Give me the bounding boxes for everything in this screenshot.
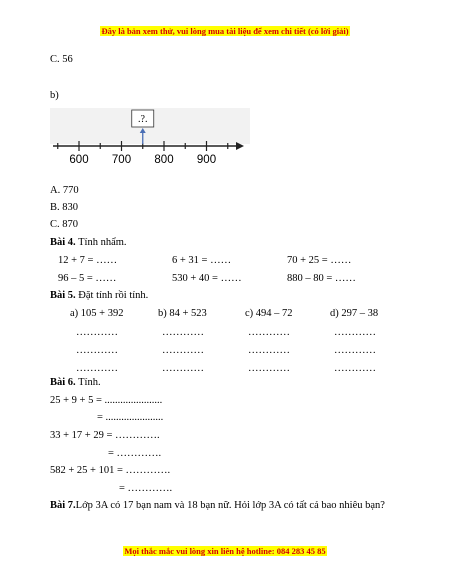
bai5-blank: ………… <box>334 363 376 374</box>
part-b-label: b) <box>50 90 59 101</box>
previous-option-c: C. 56 <box>50 54 73 65</box>
bai5-blank: ………… <box>248 327 290 338</box>
bai6-line: 33 + 17 + 29 = …………. <box>50 430 160 441</box>
bai5-blank: ………… <box>248 363 290 374</box>
option-b: B. 830 <box>50 202 79 213</box>
bai4-cell: 70 + 25 = …… <box>287 255 352 266</box>
number-line-tick-label: 700 <box>111 154 132 166</box>
bai4-title: Tính nhẩm. <box>75 237 127 248</box>
number-line-tick-label: 600 <box>69 154 89 166</box>
bai7-label: Bài 7. <box>50 500 76 511</box>
number-line-tick-label: 900 <box>196 154 217 166</box>
bai4-cell: 6 + 31 = …… <box>172 255 232 266</box>
bai4-heading <box>50 237 127 248</box>
bai4-cell: 12 + 7 = …… <box>58 255 118 266</box>
number-line <box>50 108 250 168</box>
bai6-line: 25 + 9 + 5 = ...................... <box>50 395 163 406</box>
bai6-line: = ...................... <box>97 412 164 423</box>
bai6-title: Tính. <box>75 377 101 388</box>
header-notice-text: Đây là bản xem thử, vui lòng mua tài liệu để xem chi tiết (có lời giải) <box>101 26 349 36</box>
bai4-cell: 530 + 40 = …… <box>172 273 242 284</box>
marker-label: .?. <box>138 114 148 125</box>
bai5-problem: c) 494 – 72 <box>245 308 293 319</box>
bai5-problem: d) 297 – 38 <box>330 308 379 319</box>
bai6-heading <box>50 377 101 388</box>
bai5-problem: b) 84 + 523 <box>158 308 207 319</box>
footer-notice <box>0 546 450 556</box>
footer-notice-text: Mọi thắc mắc vui lòng xin liên hệ hotline: 084 283 45 85 <box>124 546 326 556</box>
bai5-heading <box>50 290 148 301</box>
bai7-text: Lớp 3A có 17 bạn nam và 18 bạn nữ. Hỏi lớp 3A có tất cả bao nhiêu bạn? <box>75 500 385 511</box>
bai5-blank: ………… <box>76 345 118 356</box>
bai5-blank: ………… <box>162 345 204 356</box>
bai5-blank: ………… <box>76 363 118 374</box>
bai5-blank: ………… <box>162 363 204 374</box>
bai4-label: Bài 4. <box>50 237 76 248</box>
option-a: A. 770 <box>50 185 79 196</box>
bai5-title: Đặt tính rồi tính. <box>75 290 149 301</box>
bai5-blank: ………… <box>248 345 290 356</box>
bai7 <box>50 500 385 511</box>
bai4-cell: 880 – 80 = …… <box>287 273 356 284</box>
bai6-line: = …………. <box>108 448 162 459</box>
bai5-blank: ………… <box>162 327 204 338</box>
option-c: C. 870 <box>50 219 79 230</box>
header-notice <box>0 26 450 36</box>
number-line-tick-label: 800 <box>154 154 174 166</box>
bai5-blank: ………… <box>334 345 376 356</box>
bai5-label: Bài 5. <box>50 290 76 301</box>
number-line-tick-labels <box>69 154 216 166</box>
bai5-problem: a) 105 + 392 <box>70 308 124 319</box>
bai4-cell: 96 – 5 = …… <box>58 273 117 284</box>
bai6-line: 582 + 25 + 101 = …………. <box>50 465 171 476</box>
bai5-blank: ………… <box>334 327 376 338</box>
bai6-label: Bài 6. <box>50 377 76 388</box>
bai6-line: = …………. <box>119 483 173 494</box>
bai5-blank: ………… <box>76 327 118 338</box>
